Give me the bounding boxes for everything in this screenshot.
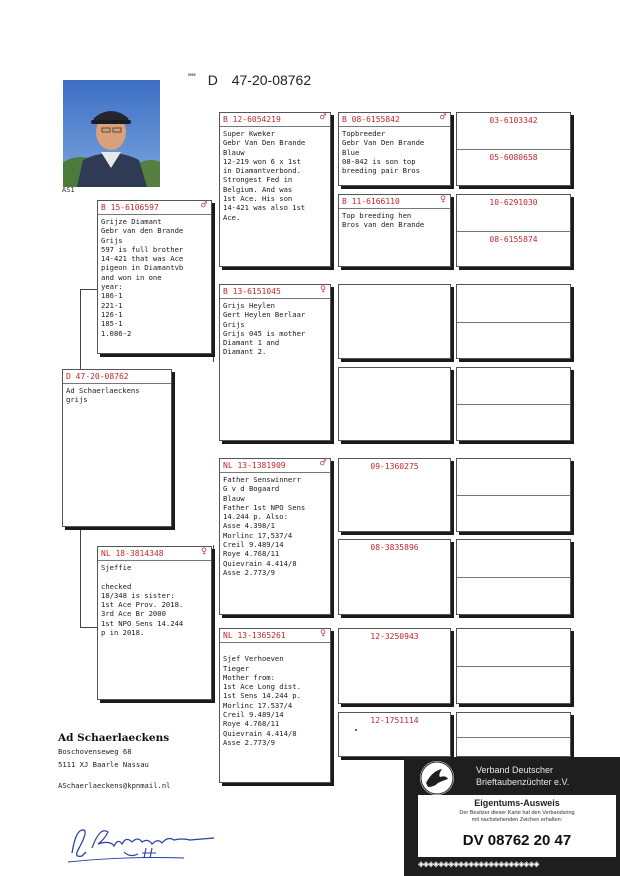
grandsire-line: Ace. (223, 212, 241, 222)
paternal-grandsire-box (219, 112, 331, 267)
card-org-line1: Verband Deutscher (476, 765, 554, 775)
great-grandsire-ring: 12-3250943 (370, 632, 419, 641)
sire-line: 1.086-2 (101, 328, 132, 338)
connector-mother (80, 527, 81, 627)
great-granddam-box-1 (338, 194, 451, 267)
breeder-city: 5111 XJ Baarle Nassau (58, 760, 149, 769)
card-panel (418, 795, 616, 857)
great-grandsire-box-2 (338, 284, 451, 359)
paternal-granddam-box (219, 284, 331, 441)
dam-line: 18/348 is sister: (101, 590, 175, 600)
gen4-box-d (456, 367, 571, 441)
subject-details (63, 384, 171, 405)
sire-line: pigeon in Diamantvb (101, 263, 184, 273)
grandsire-line: Strongest Fed in (223, 175, 293, 185)
gen4-box-c (456, 284, 571, 359)
connector-father (80, 289, 81, 369)
sire-line: 126-1 (101, 309, 123, 319)
granddam-line: Morlinc 17.537/4 (223, 700, 293, 710)
female-symbol-icon: ♀ (439, 194, 446, 205)
grandsire-line: Father Senswinnerr (223, 475, 301, 484)
dam-line: 1st NPO Sens 14.244 (101, 618, 184, 628)
dam-line: p in 2018. (101, 628, 145, 638)
dam-line: checked (101, 581, 132, 591)
gen4-box-g (456, 628, 571, 704)
granddam-line: Mother from: (223, 672, 275, 682)
sire-line: 597 is full brother (101, 244, 184, 254)
sire-line: 186-1 (101, 291, 123, 301)
sire-line: 14-421 that was Ace (101, 254, 184, 264)
grandsire-line: 14-421 was also 1st (223, 203, 306, 213)
maternal-granddam-details (220, 643, 330, 747)
female-symbol-icon: ♀ (200, 546, 207, 557)
great-granddam-box-2 (338, 367, 451, 441)
female-symbol-icon: ♀ (319, 628, 326, 639)
granddam-line: Asse 2.773/9 (223, 737, 275, 747)
card-ring-number: DV 08762 20 47 (462, 832, 572, 849)
signature-image (64, 818, 224, 868)
granddam-line: Quievrain 4.414/8 (223, 728, 297, 738)
grandsire-line: Roye 4.768/11 (223, 549, 280, 559)
grandsire-line: 1st Ace. His son (223, 194, 293, 204)
gen4-box-a (456, 112, 571, 186)
breeder-name: Ad Schaerlaeckens (58, 732, 170, 744)
header-country-code: D (207, 72, 218, 88)
maternal-granddam-ring: NL 13-1365261 (223, 631, 286, 640)
subject-name: Ad Schaerlaeckens (66, 386, 140, 395)
great-granddam-ring: 08-3835896 (370, 543, 419, 552)
connector-mm-parents (332, 632, 333, 742)
gen4-box-f (456, 539, 571, 615)
granddam-line: Creil 9.489/14 (223, 710, 284, 720)
grandsire-line: 14.244 p. Also: (223, 512, 288, 522)
gen4-ring: 03-6103342 (489, 116, 538, 125)
sire-line: Grijze Diamant (101, 217, 162, 226)
granddam-line: Grijs Heylen (223, 301, 275, 310)
ownership-card (404, 757, 620, 876)
paternal-grandsire-details (220, 127, 330, 222)
grandsire-line: Asse 2.773/9 (223, 567, 275, 577)
grandsire-line: 12-219 won 6 x 1st (223, 156, 301, 166)
great-granddam-box-4 (338, 712, 451, 757)
male-symbol-icon: ♂ (439, 112, 446, 123)
great-grandsire-box-1 (338, 112, 451, 186)
grandsire-line: Belgium. And was (223, 184, 293, 194)
grandsire-line: Blauw (223, 493, 245, 503)
card-subtitle-1: Der Besitzer dieser Karte hat den Verbandsring (459, 810, 575, 816)
dam-box (97, 546, 212, 700)
granddam-line: Diamant 1 and (223, 338, 280, 348)
paternal-granddam-ring: B 13-6151045 (223, 287, 281, 296)
maternal-granddam-box (219, 628, 331, 783)
card-title: Eigentums-Ausweis (474, 798, 560, 808)
great-granddam-details (339, 209, 450, 230)
maternal-grandsire-details (220, 473, 330, 577)
subject-ring: D 47-20-08762 (66, 372, 129, 381)
grandsire-line: Gebr Van Den Brande (223, 138, 306, 148)
sire-line: 221-1 (101, 300, 123, 310)
grandsire-line: G v d Bogaard (223, 484, 280, 494)
pedigree-header (188, 72, 311, 88)
subject-box (62, 369, 172, 527)
grandsire-line: Quievrain 4.414/8 (223, 558, 297, 568)
gen4-box-b (456, 194, 571, 267)
ggs-line: 08-842 is son top (342, 156, 416, 166)
granddam-line: Tieger (223, 663, 249, 673)
ggs-line: Gebr Van Den Brande (342, 138, 425, 148)
granddam-line: Sjef Verhoeven (223, 654, 284, 664)
breeder-email: ASchaerlaeckens@kpnmail.nl (58, 781, 171, 790)
dam-ring: NL 18-3814348 (101, 549, 164, 558)
dam-details (98, 561, 211, 637)
sire-line: year: (101, 282, 123, 292)
mark-dot (355, 729, 357, 731)
grandsire-line: Father 1st NPO Sens (223, 502, 306, 512)
grandsire-line: in Diamantverbond. (223, 166, 301, 176)
grandsire-line: Creil 9.489/14 (223, 540, 284, 550)
connector-father-h (80, 289, 97, 290)
gen4-box-e (456, 458, 571, 532)
connector-fm-parents (332, 290, 333, 400)
granddam-line: 1st Ace Long dist. (223, 682, 301, 692)
grandsire-line: Asse 4.398/1 (223, 521, 275, 531)
gen4-ring: 05-6080658 (489, 153, 538, 162)
subject-color: grijs (66, 395, 88, 405)
gen4-box-h (456, 712, 571, 757)
gen4-ring: 10-6291030 (489, 198, 538, 207)
connector-ff-parents (332, 116, 333, 226)
granddam-line: 1st Sens 14.244 p. (223, 691, 301, 701)
sire-ring: B 15-6106597 (101, 203, 159, 212)
ggd-line: Bros van den Brande (342, 220, 425, 230)
granddam-line: Gert Heylen Berlaar (223, 310, 306, 320)
connector-mother-h (80, 627, 97, 628)
great-grandsire-details (339, 127, 450, 175)
sire-line: 185-1 (101, 319, 123, 329)
maternal-grandsire-box (219, 458, 331, 615)
paternal-grandsire-ring: B 12-6054219 (223, 115, 281, 124)
great-grandsire-ring: 09-1360275 (370, 462, 419, 471)
sire-line: Grijs (101, 235, 123, 245)
granddam-line: Roye 4.768/11 (223, 719, 280, 729)
maternal-grandsire-ring: NL 13-1381909 (223, 461, 286, 470)
breeder-photo (63, 80, 160, 187)
header-ring-number: 47-20-08762 (231, 72, 312, 88)
header-quote: "" (188, 72, 196, 84)
granddam-line: Grijs 045 is mother (223, 328, 306, 338)
male-symbol-icon: ♂ (200, 200, 207, 211)
card-subtitle-2: mit nachstehenden Zeichen erhalten: (471, 817, 563, 823)
grandsire-line: Super Kweker (223, 129, 275, 138)
dam-line: 3rd Ace Br 2000 (101, 609, 166, 619)
great-grandsire-box-4 (338, 628, 451, 704)
pigeon-logo-icon (420, 761, 454, 795)
breeder-street: Boschovenseweg 68 (58, 747, 132, 756)
sire-details (98, 215, 211, 338)
sire-box (97, 200, 212, 354)
card-org-line2: Brieftaubenzüchter e.V. (476, 777, 570, 787)
connector-mf-mm (213, 545, 214, 695)
female-symbol-icon: ♀ (319, 284, 326, 295)
great-grandsire-ring: B 08-6155842 (342, 115, 400, 124)
male-symbol-icon: ♂ (319, 458, 326, 469)
sire-line: Gebr van den Brande (101, 226, 184, 236)
dam-line: 1st Ace Prov. 2018. (101, 600, 184, 610)
grandsire-line: Blauw (223, 147, 245, 157)
great-granddam-box-3 (338, 539, 451, 615)
gen4-ring: 08-6155874 (489, 235, 538, 244)
great-grandsire-box-3 (338, 458, 451, 532)
ggs-line: Blue (342, 147, 360, 157)
granddam-line: Grijs (223, 319, 245, 329)
grandsire-line: Morlinc 17,537/4 (223, 530, 293, 540)
great-granddam-ring: B 11-6166110 (342, 197, 400, 206)
connector-ff-fm (213, 212, 214, 362)
male-symbol-icon: ♂ (319, 112, 326, 123)
ggd-line: Top breeding hen (342, 211, 412, 220)
dam-line: Sjeffie (101, 563, 132, 572)
great-granddam-ring: 12-1751114 (370, 716, 419, 725)
sire-line: and won in one (101, 272, 162, 282)
granddam-line: Diamant 2. (223, 347, 267, 357)
ggs-line: breeding pair Bros (342, 166, 420, 176)
paternal-granddam-details (220, 299, 330, 357)
photo-label: AS1 (62, 186, 75, 194)
card-border-pattern-icon: ◈◈◈◈◈◈◈◈◈◈◈◈◈◈◈◈◈◈◈◈◈◈◈◈ (418, 859, 539, 870)
ggs-line: Topbreeder (342, 129, 386, 138)
connector-mf-parents (332, 462, 333, 572)
photo-portrait-image (63, 80, 160, 187)
